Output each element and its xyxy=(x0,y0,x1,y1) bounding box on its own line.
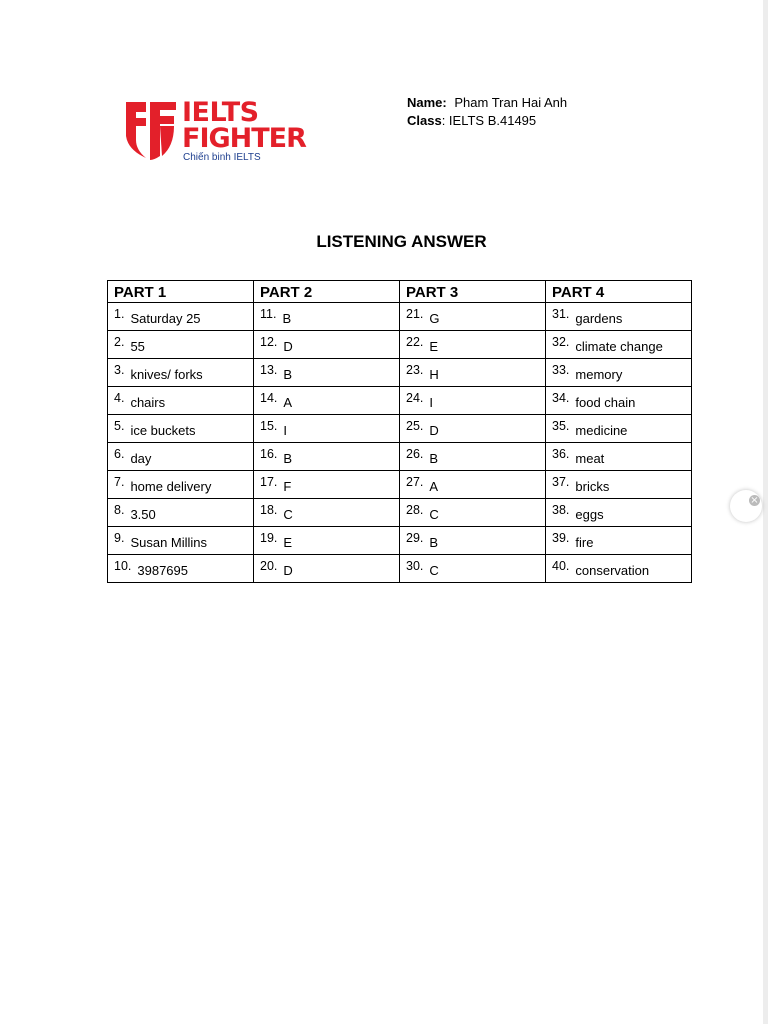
answer-text: E xyxy=(283,535,293,550)
column-header-part-2: PART 2 xyxy=(254,281,400,303)
answer-text: C xyxy=(429,507,439,522)
answer-text: B xyxy=(283,451,293,466)
answer-text: ice buckets xyxy=(130,423,196,438)
name-value: Pham Tran Hai Anh xyxy=(454,95,568,110)
answer-text: F xyxy=(283,479,292,494)
table-row xyxy=(108,387,692,415)
table-row xyxy=(108,443,692,471)
column-header-part-1: PART 1 xyxy=(108,281,254,303)
name-row xyxy=(407,94,567,112)
answer-cell xyxy=(546,303,692,331)
answer-cell xyxy=(254,555,400,583)
answer-cell xyxy=(400,443,546,471)
question-number: 9. xyxy=(114,531,125,545)
table-row xyxy=(108,303,692,331)
question-number: 39. xyxy=(552,531,570,545)
logo-wordmark-fighter: FIGHTER xyxy=(182,123,306,154)
answer-text: climate change xyxy=(575,339,663,354)
viewer-edge xyxy=(763,0,768,1024)
question-number: 4. xyxy=(114,391,125,405)
answer-text: home delivery xyxy=(130,479,212,494)
answer-cell xyxy=(108,359,254,387)
answer-cell xyxy=(546,527,692,555)
question-number: 32. xyxy=(552,335,570,349)
question-number: 28. xyxy=(406,503,424,517)
answer-cell xyxy=(546,387,692,415)
name-label: Name: xyxy=(407,95,447,110)
answer-table-body xyxy=(108,303,692,583)
answer-cell xyxy=(400,555,546,583)
answer-text: I xyxy=(429,395,434,410)
question-number: 5. xyxy=(114,419,125,433)
answer-cell xyxy=(400,527,546,555)
answer-cell xyxy=(546,471,692,499)
table-header-row xyxy=(108,281,692,303)
question-number: 17. xyxy=(260,475,278,489)
answer-text: D xyxy=(429,423,439,438)
answer-cell xyxy=(546,415,692,443)
table-row xyxy=(108,331,692,359)
answer-text: I xyxy=(283,423,288,438)
answer-cell xyxy=(400,387,546,415)
answer-text: medicine xyxy=(575,423,628,438)
answer-text: Saturday 25 xyxy=(130,311,201,326)
answer-cell xyxy=(254,471,400,499)
answer-text: memory xyxy=(575,367,623,382)
class-label: Class xyxy=(407,113,442,128)
answer-cell xyxy=(400,471,546,499)
answer-cell xyxy=(400,415,546,443)
question-number: 26. xyxy=(406,447,424,461)
answer-table xyxy=(107,280,692,583)
answer-text: fire xyxy=(575,535,594,550)
logo-tagline: Chiến binh IELTS xyxy=(183,152,261,163)
answer-text: B xyxy=(429,535,439,550)
question-number: 35. xyxy=(552,419,570,433)
question-number: 24. xyxy=(406,391,424,405)
answer-text: C xyxy=(283,507,293,522)
question-number: 23. xyxy=(406,363,424,377)
answer-text: gardens xyxy=(575,311,623,326)
answer-cell xyxy=(546,555,692,583)
answer-cell xyxy=(108,471,254,499)
answer-cell xyxy=(546,499,692,527)
answer-cell xyxy=(400,331,546,359)
question-number: 20. xyxy=(260,559,278,573)
answer-cell xyxy=(254,415,400,443)
question-number: 2. xyxy=(114,335,125,349)
answer-cell xyxy=(254,303,400,331)
question-number: 6. xyxy=(114,447,125,461)
column-header-part-3: PART 3 xyxy=(400,281,546,303)
question-number: 21. xyxy=(406,307,424,321)
answer-text: 55 xyxy=(130,339,145,354)
answer-cell xyxy=(108,415,254,443)
answer-cell xyxy=(400,499,546,527)
close-icon: × xyxy=(750,495,759,506)
answer-text: D xyxy=(283,339,293,354)
answer-cell xyxy=(400,303,546,331)
question-number: 14. xyxy=(260,391,278,405)
question-number: 37. xyxy=(552,475,570,489)
answer-cell xyxy=(254,443,400,471)
answer-text: 3.50 xyxy=(130,507,156,522)
table-row xyxy=(108,415,692,443)
question-number: 13. xyxy=(260,363,278,377)
question-number: 1. xyxy=(114,307,125,321)
answer-text: H xyxy=(429,367,439,382)
question-number: 36. xyxy=(552,447,570,461)
answer-cell xyxy=(108,387,254,415)
answer-cell xyxy=(254,331,400,359)
question-number: 34. xyxy=(552,391,570,405)
question-number: 33. xyxy=(552,363,570,377)
answer-cell xyxy=(254,527,400,555)
answer-cell xyxy=(108,443,254,471)
answer-text: food chain xyxy=(575,395,636,410)
answer-text: chairs xyxy=(130,395,166,410)
class-value: : IELTS B.41495 xyxy=(441,113,537,128)
answer-cell xyxy=(254,359,400,387)
answer-cell xyxy=(108,499,254,527)
answer-text: E xyxy=(429,339,439,354)
question-number: 19. xyxy=(260,531,278,545)
question-number: 3. xyxy=(114,363,125,377)
question-number: 8. xyxy=(114,503,125,517)
answer-text: day xyxy=(130,451,152,466)
answer-text: eggs xyxy=(575,507,604,522)
answer-cell xyxy=(108,527,254,555)
question-number: 38. xyxy=(552,503,570,517)
question-number: 30. xyxy=(406,559,424,573)
answer-cell xyxy=(108,303,254,331)
question-number: 7. xyxy=(114,475,125,489)
answer-text: bricks xyxy=(575,479,610,494)
answer-text: C xyxy=(429,563,439,578)
answer-text: D xyxy=(283,563,293,578)
table-row xyxy=(108,555,692,583)
answer-text: A xyxy=(283,395,293,410)
table-row xyxy=(108,359,692,387)
table-row xyxy=(108,499,692,527)
answer-cell xyxy=(400,359,546,387)
answer-text: B xyxy=(283,367,293,382)
question-number: 40. xyxy=(552,559,570,573)
table-row xyxy=(108,471,692,499)
question-number: 27. xyxy=(406,475,424,489)
page-title: LISTENING ANSWER xyxy=(316,232,487,251)
question-number: 12. xyxy=(260,335,278,349)
question-number: 31. xyxy=(552,307,570,321)
question-number: 22. xyxy=(406,335,424,349)
logo-wordmark-ielts: IELTS xyxy=(182,97,259,128)
answer-cell xyxy=(108,555,254,583)
question-number: 15. xyxy=(260,419,278,433)
question-number: 18. xyxy=(260,503,278,517)
shield-logo-icon xyxy=(124,100,178,162)
question-number: 16. xyxy=(260,447,278,461)
question-number: 10. xyxy=(114,559,132,573)
answer-cell xyxy=(254,387,400,415)
question-number: 25. xyxy=(406,419,424,433)
table-row xyxy=(108,527,692,555)
answer-cell xyxy=(546,331,692,359)
answer-text: B xyxy=(282,311,292,326)
answer-text: meat xyxy=(575,451,605,466)
answer-cell xyxy=(546,443,692,471)
column-header-part-4: PART 4 xyxy=(546,281,692,303)
class-row xyxy=(407,112,567,130)
answer-cell xyxy=(254,499,400,527)
answer-text: A xyxy=(429,479,439,494)
student-info xyxy=(407,94,567,130)
question-number: 11. xyxy=(260,307,277,321)
answer-text: knives/ forks xyxy=(130,367,203,382)
answer-text: conservation xyxy=(575,563,650,578)
answer-text: 3987695 xyxy=(137,563,189,578)
answer-text: B xyxy=(429,451,439,466)
answer-cell xyxy=(546,359,692,387)
answer-cell xyxy=(108,331,254,359)
close-button[interactable] xyxy=(730,490,762,522)
answer-text: G xyxy=(429,311,440,326)
question-number: 29. xyxy=(406,531,424,545)
answer-text: Susan Millins xyxy=(130,535,208,550)
ielts-fighter-logo xyxy=(124,97,306,166)
